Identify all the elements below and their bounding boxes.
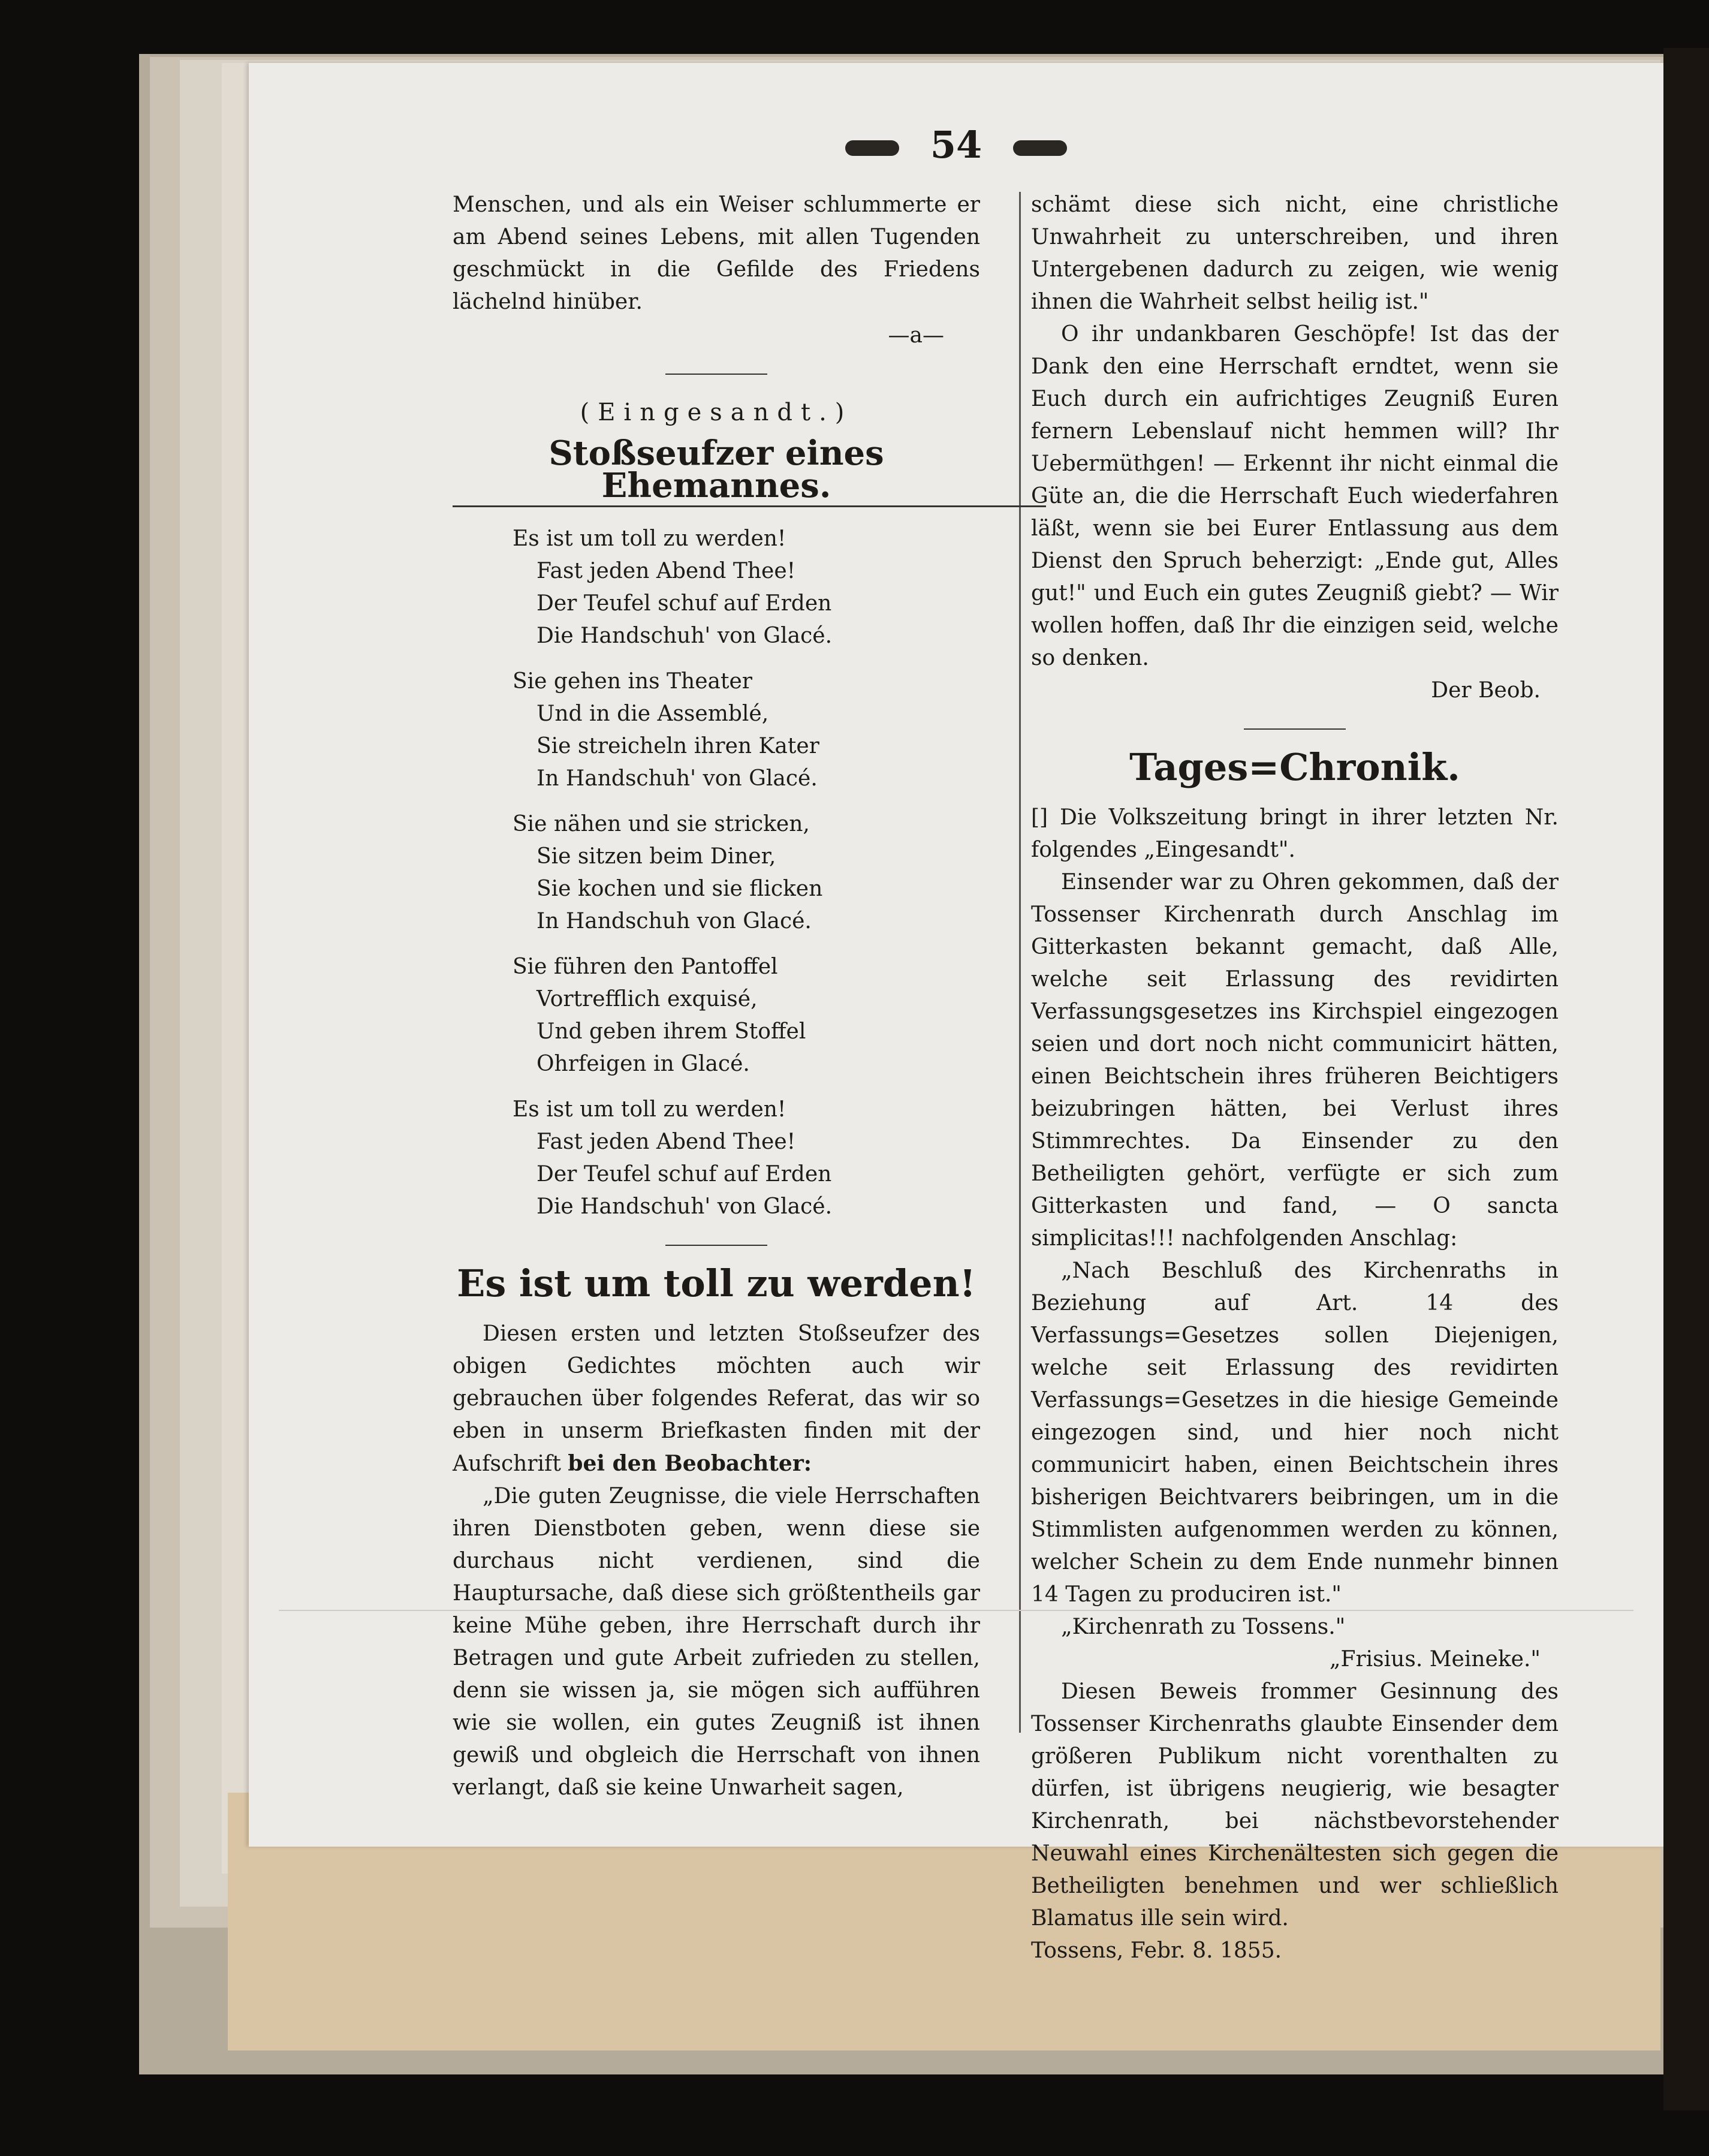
- poem-line: Der Teufel schuf auf Erden: [536, 1162, 832, 1187]
- poem-line: Es ist um toll zu werden!: [513, 526, 786, 551]
- poem-line: Fast jeden Abend Thee!: [536, 559, 796, 583]
- scan-edge: [1663, 48, 1709, 2110]
- poem-stanza: [513, 523, 980, 652]
- poem-stanza: [513, 951, 980, 1080]
- column-divider: [1019, 192, 1021, 1733]
- intro-signature: —a—: [888, 323, 944, 348]
- intro-paragraph: Menschen, und als ein Weiser schlummerte er am Abend seines Lebens, mit allen Tugenden geschmückt in die Gefilde des Friedens lächelnd hinüber.: [453, 192, 980, 314]
- page-bottom-rule: [279, 1610, 1633, 1611]
- quote-paragraph: „Die guten Zeugnisse, die viele Herrschaften ihren Dienstboten geben, wenn diese sie durchaus nicht verdienen, sind die Hauptursache, daß diese sich größtentheils gar keine Mühe geben, ihre Herrschaft durch ihr Betragen und gute Arbeit zufrieden zu stellen, denn sie wissen ja, sie mögen sich aufführen wie sie wollen, ein gutes Zeugniß ist ihnen gewiß und obgleich die Herrschaft von ihnen verlangt, daß sie keine Unwarheit sagen,: [453, 1484, 980, 1800]
- ornament-left-icon: [845, 140, 899, 156]
- chronik-paragraph: Diesen Beweis frommer Gesinnung des Tossenser Kirchenraths glaubte Einsender dem größeren Publikum nicht vorenthalten zu dürfen, ist übrigens neugierig, wie besagter Kirchenrath, bei nächstbevorstehender Neuwahl eines Kirchenältesten sich gegen die Betheiligten benehmen und wer schließlich Blamatus ille sein wird.: [1031, 1679, 1559, 1931]
- paragraph-text: Diesen ersten und letzten Stoßseufzer des obigen Gedichtes möchten auch wir gebrauchen über folgendes Referat, das wir so eben in unserm Briefkasten finden mit der Aufschrift: [453, 1321, 980, 1476]
- chronik-signature-names: „Frisius. Meineke.": [1329, 1647, 1541, 1672]
- separator: [1244, 728, 1346, 730]
- poem-stanza: [513, 1094, 980, 1223]
- commentary-paragraph: O ihr undankbaren Geschöpfe! Ist das der Dank den eine Herrschaft erndtet, wenn sie Euch durch ein aufrichtiges Zeugniß Euren fernern Lebenslauf nicht hemmen will? Ihr Uebermüthgen! — Erkennt ihr nicht einmal die Güte an, die die Herrschaft Euch wiederfahren läßt, wenn sie bei Eurer Entlassung aus dem Dienst den Spruch beherzigt: „Ende gut, Alles gut!" und Euch ein gutes Zeugniß giebt? — Wir wollen hoffen, daß Ihr die einzigen seid, welche so denken.: [1031, 322, 1559, 670]
- chronik-title: Tages=Chronik.: [1129, 745, 1460, 789]
- title-rule: [453, 505, 1046, 507]
- chronik-paragraph: [] Die Volkszeitung bringt in ihrer letzten Nr. folgendes „Eingesandt".: [1031, 805, 1559, 862]
- chronik-quote: „Nach Beschluß des Kirchenraths in Beziehung auf Art. 14 des Verfassungs=Gesetzes sollen Diejenigen, welche seit Erlassung des revidirten Verfassungs=Gesetzes in die hiesige Gemeinde eingezogen sind, und hier noch nicht communicirt haben, einen Beichtschein ihres bisherigen Beichtvarers beibringen, um in die Stimmlisten aufgenommen werden zu können, welcher Schein zu dem Ende nunmehr binnen 14 Tagen zu produciren ist.": [1031, 1258, 1559, 1607]
- poem-line: Sie kochen und sie flicken: [536, 877, 823, 901]
- page-header: [249, 123, 1663, 171]
- right-column: [1031, 189, 1559, 1967]
- poem-line: Vortrefflich exquisé,: [536, 987, 758, 1011]
- poem-line: Sie streicheln ihren Kater: [536, 734, 819, 758]
- poem-line: In Handschuh von Glacé.: [536, 909, 812, 934]
- poem-line: Der Teufel schuf auf Erden: [536, 591, 832, 616]
- commentary-signature: Der Beob.: [1431, 678, 1541, 703]
- ornament-right-icon: [1013, 140, 1067, 156]
- poem-line: Die Handschuh' von Glacé.: [536, 624, 833, 648]
- chronik-dateline: Tossens, Febr. 8. 1855.: [1031, 1938, 1282, 1963]
- chronik-paragraph: Einsender war zu Ohren gekommen, daß der Tossenser Kirchenrath durch Anschlag im Gitterkasten bekannt gemacht, daß Alle, welche seit Erlassung des revidirten Verfassungsgesetzes ins Kirchspiel eingezogen seien und dort noch nicht communicirt hätten, einen Beichtschein ihres früheren Beichtigers beizubringen hätten, bei Verlust ihres Stimmrechtes. Da Einsender zu den Betheiligten gehört, verfügte er sich zum Gitterkasten und fand, — O sancta simplicitas!!! nachfolgenden Anschlag:: [1031, 870, 1559, 1251]
- poem-line: Es ist um toll zu werden!: [513, 1097, 786, 1122]
- poem-line: Sie sitzen beim Diner,: [536, 844, 776, 869]
- poem-line: Sie gehen ins Theater: [513, 669, 752, 694]
- eingesandt-label: (Eingesandt.): [580, 399, 853, 426]
- paragraph-bold-text: bei den Beobachter:: [568, 1451, 812, 1476]
- poem-stanza: [513, 666, 980, 795]
- chronik-signature: „Kirchenrath zu Tossens.": [1061, 1615, 1346, 1639]
- page-number: 54: [930, 123, 982, 167]
- separator: [665, 1245, 767, 1246]
- left-column: [453, 189, 980, 1804]
- poem-line: Fast jeden Abend Thee!: [536, 1130, 796, 1154]
- section-paragraph: [453, 1318, 980, 1480]
- newspaper-page: [249, 63, 1663, 1963]
- poem-line: Sie führen den Pantoffel: [513, 954, 778, 979]
- poem-line: Und geben ihrem Stoffel: [536, 1019, 806, 1044]
- section-title: Es ist um toll zu werden!: [457, 1261, 976, 1305]
- poem-line: Die Handschuh' von Glacé.: [536, 1194, 833, 1219]
- poem-line: Und in die Assemblé,: [536, 701, 769, 726]
- poem-line: Ohrfeigen in Glacé.: [536, 1052, 750, 1076]
- continued-paragraph: schämt diese sich nicht, eine christliche Unwahrheit zu unterschreiben, und ihren Untergebenen dadurch zu zeigen, wie wenig ihnen die Wahrheit selbst heilig ist.": [1031, 192, 1559, 314]
- poem-line: Sie nähen und sie stricken,: [513, 812, 810, 836]
- poem-stanza: [513, 808, 980, 938]
- separator: [665, 374, 767, 375]
- poem-line: In Handschuh' von Glacé.: [536, 766, 818, 791]
- poem-title: Stoßseufzer eines Ehemannes.: [548, 433, 884, 505]
